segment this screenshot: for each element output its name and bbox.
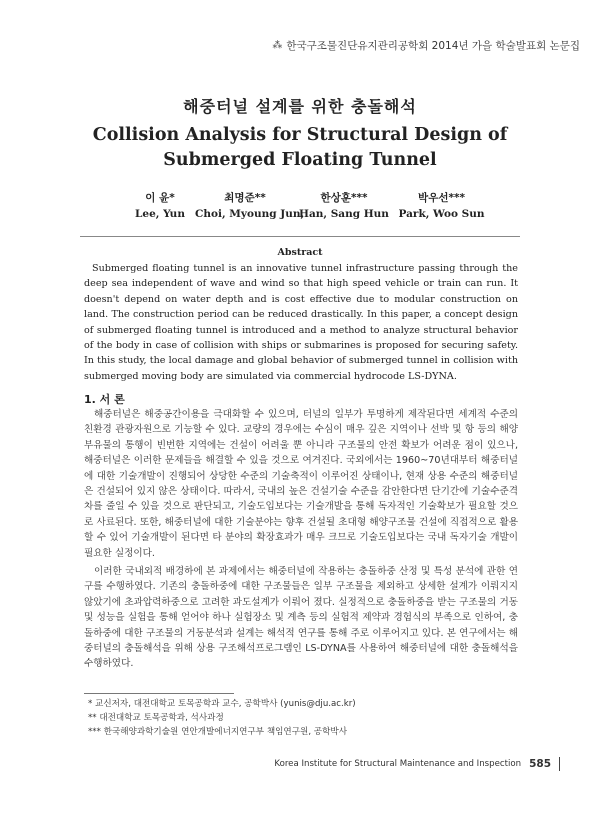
- english-title-line1: Collision Analysis for Structural Design of: [92, 125, 508, 145]
- abstract-heading: Abstract: [277, 247, 323, 258]
- author-korean-name: 최명준**: [224, 192, 266, 204]
- english-title-line2: Submerged Floating Tunnel: [163, 150, 437, 170]
- divider: [80, 236, 520, 237]
- abstract-text: Submerged floating tunnel is an innovative tunnel infrastructure passing through the deep sea independent of wave and wind so that high speed vehicle or train can run. It doesn't depend on water depth and is cost effective due to modular construction on land. The construction period can be reduced drastically. In this paper, a concept design of submerged floating tunnel is introduced and a method to analyze structural behavior of the body in case of collision with ships or submarines is proposed for securing safety. In this study, the local damage and global behavior of submerged tunnel in collision with submerged moving body are simulated via commercial hydrocode LS-DYNA.: [84, 263, 518, 382]
- author-english-name: Choi, Myoung Jun,: [195, 208, 305, 220]
- footnotes: [88, 698, 518, 739]
- conference-header: [272, 38, 580, 53]
- section-heading: 1. 서 론: [84, 393, 125, 406]
- author-english-name: Lee, Yun: [135, 208, 185, 220]
- author-korean-name: 한상훈***: [320, 192, 368, 204]
- page-number: 585: [529, 758, 551, 770]
- footnote-divider: [84, 693, 234, 694]
- author-korean-name: 박우선***: [418, 192, 465, 204]
- footnote: *** 한국해양과학기술원 연안개발에너지연구부 책임연구원, 공학박사: [88, 726, 347, 737]
- author-english-name: Park, Woo Sun: [398, 208, 485, 220]
- english-title: [0, 123, 600, 173]
- footer-institute: Korea Institute for Structural Maintenance and Inspection: [274, 759, 522, 769]
- footnote: * 교신저자, 대전대학교 토목공학과 교수, 공학박사 (yunis@dju.ac.kr): [88, 699, 356, 709]
- header-ornament-icon: ⁂: [272, 40, 283, 51]
- page-footer: [274, 757, 560, 771]
- author-list: [125, 190, 490, 220]
- body-paragraph: 해중터널은 해중공간이용을 극대화할 수 있으며, 터널의 일부가 투명하게 제작된다면 세계적 수준의 친환경 관광자원으로 기능할 수 있다. 교량의 경우에는 수심이 매우 깊은 지역이나 선박 및 항 등의 해양부유물의 통행이 빈번한 지역에는 건설이 어려울 뿐 아니라 구조물의 안전 확보가 어려운 점이 있으나, 해중터널은 이러한 문제들을 해결할 수 있을 것으로 여겨진다. 국외에서는 1960~70년대부터 해중터널에 대한 기술개발이 진행되어 상당한 수준의 기술축적이 이루어진 상태이나, 현재 상용 수준의 해중터널은 건설되어 있지 않은 상태이다. 따라서, 국내의 높은 건설기술 수준을 감안한다면 단기간에 기술수준격차를 줄일 수 있을 것으로 판단되고, 기술도입보다는 기술개발을 통해 독자적인 기술확보가 필요할 것으로 사료된다. 또한, 해중터널에 대한 기술분야는 향후 건설될 초대형 해양구조물 건설에 직접적으로 활용할 수 있어 기술개발이 된다면 타 분야의 확장효과가 매우 크므로 기술도입보다는 국내 독자기술 개발이 필요한 실정이다.: [84, 409, 518, 559]
- korean-title: 해중터널 설계를 위한 충돌해석: [183, 97, 417, 116]
- author-english-name: Han, Sang Hun: [299, 208, 389, 220]
- body-paragraph: 이러한 국내외적 배경하에 본 과제에서는 해중터널에 작용하는 충돌하중 산정 및 특성 분석에 관한 연구를 수행하였다. 기존의 충돌하중에 대한 구조물들은 일부 구조물을 제외하고 상세한 설계가 이뤄지지 않았기에 초과압력하중으로 고려한 과도설계가 이뤄어 졌다. 실정적으로 충돌하중을 받는 구조물의 거동 및 성능을 실험을 통해 얻어야 하나 실험장소 및 계측 등의 실험적 제약과 경험식의 부족으로 인하여, 충돌하중에 대한 구조물의 거동분석과 설계는 해석적 연구를 통해 주로 이루어지고 있다. 본 연구에서는 해중터널의 충돌해석을 위해 상용 구조해석프로그램인 LS-DYNA를 사용하여 해중터널에 대한 충돌해석을 수행하였다.: [84, 566, 518, 670]
- author-korean-name: 이 윤*: [145, 192, 175, 204]
- conference-title: 한국구조물진단유지관리공학회 2014년 가을 학술발표회 논문집: [286, 40, 580, 52]
- footnote: ** 대전대학교 토목공학과, 석사과정: [88, 712, 224, 723]
- footer-divider: [559, 757, 560, 771]
